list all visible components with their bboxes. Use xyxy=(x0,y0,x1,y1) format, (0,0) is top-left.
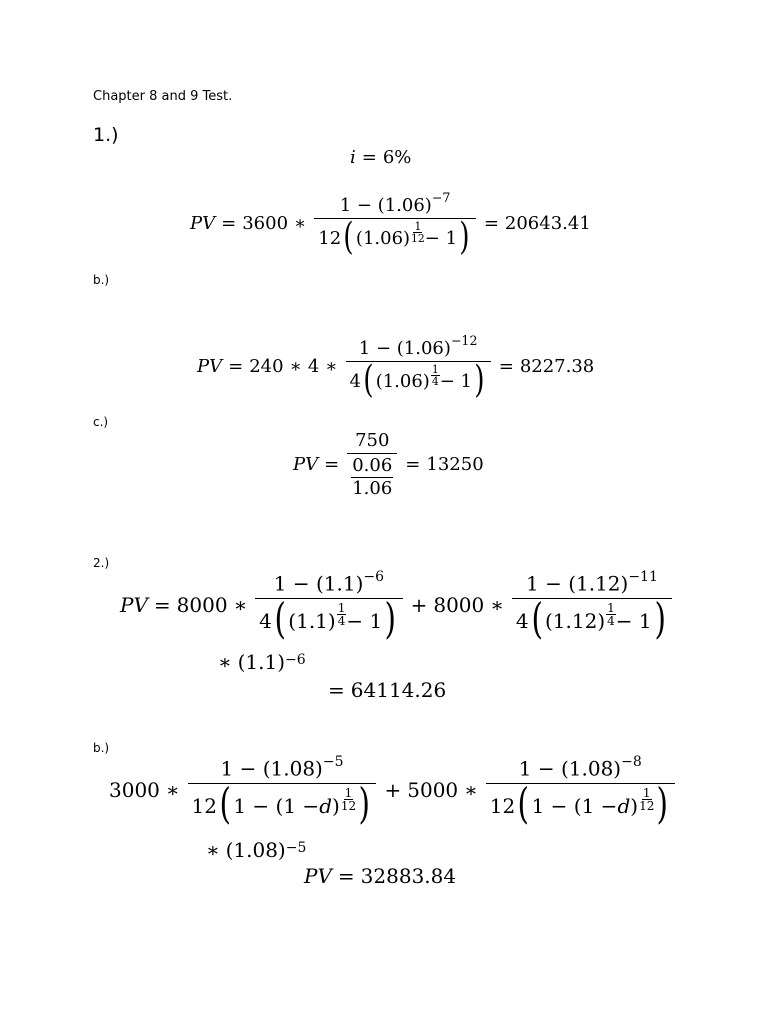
pv-symbol: PV xyxy=(304,864,332,888)
part-b-label: b.) xyxy=(93,273,110,287)
result-value: 64114.26 xyxy=(350,678,447,702)
equation-2b xyxy=(109,754,677,828)
rate-value: 6% xyxy=(382,147,412,168)
multiply-sign: ∗ xyxy=(294,213,307,235)
pv-symbol: PV xyxy=(120,593,148,618)
result-value: 20643.41 xyxy=(504,213,591,235)
question-2-label: 2.) xyxy=(93,556,110,570)
discount-base: (1.1) xyxy=(237,650,286,674)
equation-2a-discount xyxy=(212,650,306,674)
multiply-sign: ∗ xyxy=(206,838,220,862)
equals-sign: = xyxy=(483,213,499,235)
plus-sign: + xyxy=(410,593,428,618)
pv-symbol: PV xyxy=(197,356,223,378)
equation-1b xyxy=(197,335,594,399)
plus-sign: + xyxy=(384,778,402,803)
equals-sign: = xyxy=(221,213,237,235)
question-1-label: 1.) xyxy=(93,124,119,146)
payment-amount-2: 8000 xyxy=(433,593,485,618)
equals-sign: = xyxy=(228,356,244,378)
multiply-sign: ∗ xyxy=(289,356,302,378)
annuity-fraction-2: $1 - (1.12)^{-11}$ 4 ( (1.12) 1 4 − 1 ) xyxy=(512,571,672,640)
equals-sign: = xyxy=(405,454,421,475)
equals-sign: = xyxy=(361,147,377,168)
equation-1c xyxy=(293,430,484,499)
multiply-sign: ∗ xyxy=(233,593,248,618)
multiply-sign: ∗ xyxy=(325,356,338,378)
annuity-fraction: $1 - (1.06)^{-7}$ 12 ( (1.06) 1 12 − 1 ) xyxy=(314,192,476,256)
equation-2a xyxy=(120,569,674,643)
equation-2b-discount xyxy=(200,838,306,862)
discount-exponent: −5 xyxy=(285,840,307,856)
payment-amount: 240 xyxy=(249,356,284,378)
rate-variable: i xyxy=(350,147,356,168)
equals-sign: = xyxy=(153,593,171,618)
equals-sign: = xyxy=(328,678,345,702)
perpetuity-fraction: 750 0.06 1.06 xyxy=(347,430,397,499)
equation-2a-result xyxy=(322,678,446,702)
payment-amount-1: 3000 xyxy=(109,778,160,803)
pv-symbol: PV xyxy=(190,213,216,235)
result-value: 8227.38 xyxy=(519,356,595,378)
annuity-fraction-2: $1 - (1.08)^{-8}$ 12 ( 1 − (1 − d ) 1 12 ) xyxy=(486,756,675,825)
multiply-sign: ∗ xyxy=(218,650,232,674)
part-b-label-2: b.) xyxy=(93,741,110,755)
multiply-sign: ∗ xyxy=(490,593,504,618)
annuity-fraction: $1 - (1.06)^{-12}$ 4 ( (1.06) 1 4 − 1 ) xyxy=(346,335,491,399)
equation-2b-result xyxy=(304,864,456,888)
multiply-sign: ∗ xyxy=(165,778,180,803)
annuity-fraction-1: $1 - (1.08)^{-5}$ 12 ( 1 − (1 − d ) 1 12 ) xyxy=(188,756,377,825)
part-c-label: c.) xyxy=(93,415,109,429)
multiplier: 4 xyxy=(307,356,320,378)
payment-amount: 3600 xyxy=(242,213,289,235)
equals-sign: = xyxy=(337,864,355,888)
equation-1a xyxy=(190,192,591,256)
discount-base: (1.08) xyxy=(225,838,286,862)
pv-symbol: PV xyxy=(293,454,319,475)
result-value: 13250 xyxy=(426,454,484,475)
equals-sign: = xyxy=(324,454,340,475)
multiply-sign: ∗ xyxy=(464,778,478,803)
payment-amount-2: 5000 xyxy=(407,778,459,803)
annuity-fraction-1: $1 - (1.1)^{-6}$ 4 ( (1.1) 1 4 − 1 ) xyxy=(255,571,402,640)
equals-sign: = xyxy=(498,356,514,378)
payment-amount-1: 8000 xyxy=(176,593,228,618)
interest-rate-equation xyxy=(350,147,411,168)
document-title: Chapter 8 and 9 Test. xyxy=(93,89,233,104)
result-value: 32883.84 xyxy=(360,864,457,888)
discount-exponent: −6 xyxy=(285,652,306,668)
